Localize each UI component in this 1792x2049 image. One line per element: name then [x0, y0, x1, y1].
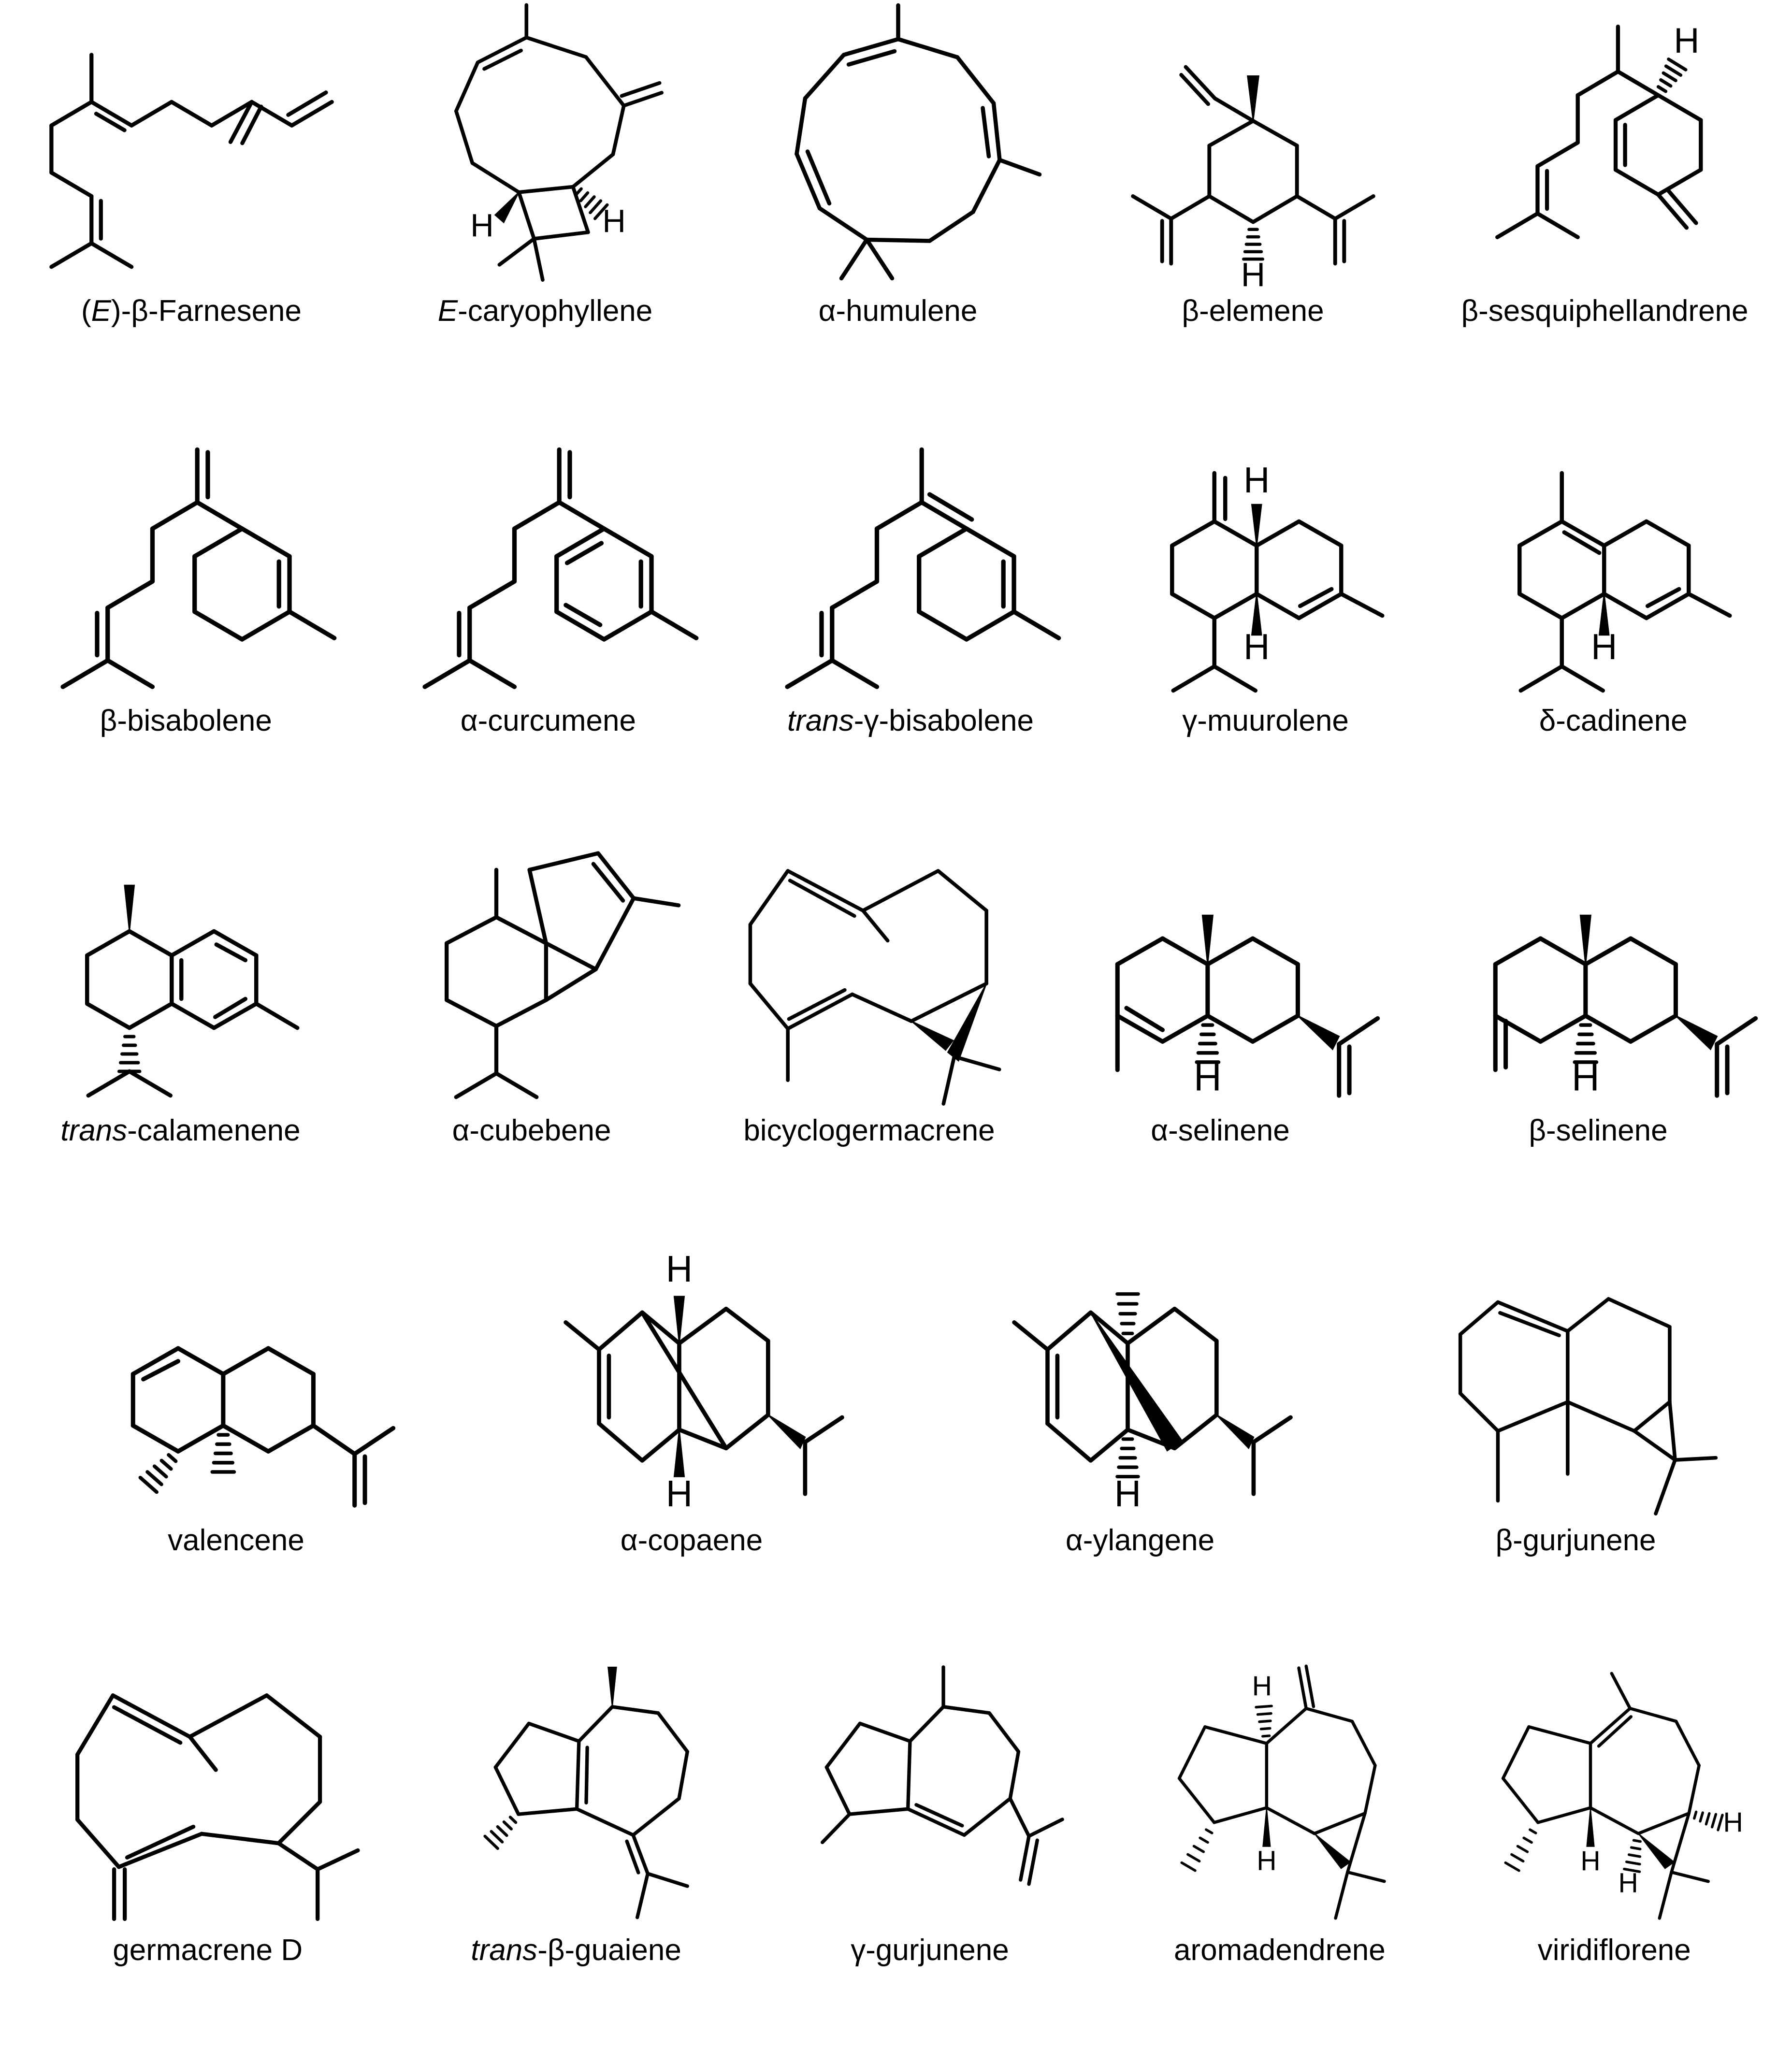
molecule-label: β-selinene: [1529, 1114, 1668, 1147]
atom-label-H: H: [1241, 255, 1265, 293]
molecule-e-beta-farnesene: [40, 3, 344, 328]
molecule-beta-selinene: [1431, 822, 1766, 1148]
stereo-hash-bond: [504, 1822, 511, 1829]
molecule-label: trans-γ-bisabolene: [787, 704, 1034, 737]
stereo-hash-bond: [1512, 1854, 1523, 1861]
stereo-hash-bond: [1666, 66, 1680, 75]
molecule-germacrene-d: [48, 1642, 367, 1967]
atom-label-H: H: [1723, 1807, 1743, 1838]
structure-drawing-alpha-cubebene: [378, 822, 686, 1112]
molecule-alpha-selinene: [1053, 822, 1388, 1148]
stereo-hash-bond: [1182, 1862, 1195, 1870]
structure-row-1: [0, 0, 1792, 410]
stereo-hash-bond: [491, 1832, 502, 1842]
atom-label-H: H: [1243, 460, 1270, 500]
stereo-hash-bond: [1256, 1706, 1272, 1707]
structure-row-2: [0, 410, 1792, 820]
molecule-delta-cadinene: [1459, 413, 1767, 738]
structure-drawing-aromadendrene: [1161, 1642, 1398, 1932]
structure-drawing-viridiflorene: [1485, 1642, 1744, 1932]
atom-label-H: H: [1591, 626, 1618, 667]
atom-label-H: H: [1571, 1055, 1600, 1099]
atom-label-H: H: [1243, 626, 1270, 667]
molecule-aromadendrene: [1161, 1642, 1398, 1967]
molecule-label: β-sesquiphellandrene: [1461, 294, 1749, 328]
stereo-hash-bond: [1194, 1846, 1204, 1852]
structure-row-5: [0, 1639, 1792, 2049]
stereo-hash-bond: [1206, 1830, 1212, 1833]
molecule-viridiflorene: [1485, 1642, 1744, 1967]
stereo-wedge-bond: [1202, 915, 1213, 964]
atom-label-H: H: [1257, 1846, 1277, 1877]
atom-label-H: H: [1580, 1846, 1601, 1877]
stereo-hash-bond: [497, 1827, 506, 1835]
molecule-label: β-elemene: [1182, 294, 1324, 328]
stereo-hash-bond: [1700, 1813, 1703, 1821]
stereo-wedge-bond: [1587, 1808, 1594, 1847]
stereo-hash-bond: [1718, 1815, 1722, 1830]
molecule-trans-calamenene: [27, 822, 335, 1148]
atom-label-H: H: [1252, 1671, 1272, 1702]
molecule-valencene: [69, 1232, 404, 1558]
structure-drawing-valencene: [69, 1232, 404, 1522]
stereo-wedge-bond: [1580, 915, 1590, 964]
molecule-label: viridiflorene: [1537, 1934, 1691, 1967]
stereo-hash-bond: [1629, 1855, 1640, 1857]
stereo-hash-bond: [1261, 1728, 1271, 1729]
stereo-hash-bond: [1188, 1854, 1199, 1861]
stereo-hash-bond: [1530, 1830, 1535, 1833]
stereo-hash-bond: [1259, 1721, 1271, 1722]
atom-label-H: H: [665, 1249, 693, 1290]
molecule-label: α-ylangene: [1065, 1524, 1215, 1557]
structure-drawing-trans-calamenene: [27, 822, 335, 1112]
molecule-label: bicyclogermacrene: [743, 1114, 995, 1147]
stereo-hash-bond: [161, 1460, 171, 1469]
stereo-hash-bond: [1626, 1862, 1639, 1864]
structure-drawing-e-caryophyllene: [413, 3, 678, 293]
molecule-label: γ-muurolene: [1182, 704, 1349, 737]
molecule-label: α-selinene: [1151, 1114, 1290, 1147]
structure-drawing-alpha-ylangene: [980, 1232, 1301, 1522]
molecule-alpha-curcumene: [387, 413, 709, 738]
stereo-wedge-bond: [1252, 505, 1261, 546]
stereo-hash-bond: [1694, 1812, 1696, 1818]
molecule-gamma-muurolene: [1112, 413, 1420, 738]
atom-label-H: H: [1193, 1055, 1222, 1099]
molecule-label: germacrene D: [113, 1934, 303, 1967]
stereo-hash-bond: [485, 1836, 497, 1848]
stereo-wedge-bond: [674, 1430, 684, 1477]
stereo-hash-bond: [1505, 1863, 1519, 1871]
stereo-hash-bond: [1258, 1714, 1272, 1715]
molecule-label: α-curcumene: [460, 704, 636, 737]
stereo-hash-bond: [590, 201, 601, 213]
molecule-label: aromadendrene: [1173, 1934, 1386, 1967]
molecule-label: α-cubebene: [452, 1114, 611, 1147]
stereo-wedge-bond: [495, 192, 519, 223]
structure-drawing-beta-selinene: [1431, 822, 1766, 1112]
structure-drawing-beta-bisabolene: [25, 413, 347, 703]
stereo-hash-bond: [580, 193, 588, 201]
stereo-wedge-bond: [768, 1415, 805, 1448]
stereo-wedge-bond: [1638, 1833, 1674, 1868]
molecule-label: trans-calamenene: [60, 1114, 301, 1147]
molecule-trans-beta-guaiene: [454, 1642, 699, 1967]
molecule-label: E-caryophyllene: [437, 294, 653, 328]
structure-drawing-germacrene-d: [48, 1642, 367, 1932]
stereo-wedge-bond: [1676, 1016, 1717, 1049]
molecule-label: trans-β-guaiene: [471, 1934, 681, 1967]
molecule-alpha-cubebene: [378, 822, 686, 1148]
molecule-label: α-humulene: [818, 294, 978, 328]
atom-label-H: H: [470, 207, 494, 244]
atom-label-H: H: [1618, 1868, 1638, 1899]
stereo-hash-bond: [1517, 1846, 1527, 1852]
molecule-label: (E)-β-Farnesene: [81, 294, 302, 328]
molecule-label: γ-gurjunene: [851, 1934, 1009, 1967]
stereo-hash-bond: [155, 1466, 166, 1477]
stereo-hash-bond: [510, 1817, 516, 1822]
structure-drawing-trans-gamma-bisabolene: [749, 413, 1072, 703]
structure-drawing-gamma-gurjunene: [785, 1642, 1075, 1932]
stereo-hash-bond: [1631, 1847, 1640, 1849]
stereo-hash-bond: [1663, 73, 1675, 81]
structure-drawing-delta-cadinene: [1459, 413, 1767, 703]
structure-row-3: [0, 820, 1792, 1229]
stereo-hash-bond: [1200, 1838, 1208, 1842]
atom-label-H: H: [602, 203, 626, 240]
stereo-wedge-bond: [1315, 1833, 1350, 1868]
stereo-hash-bond: [1712, 1814, 1716, 1827]
molecule-e-caryophyllene: [413, 3, 678, 328]
stereo-hash-bond: [1633, 1840, 1640, 1841]
stereo-wedge-bond: [911, 1021, 953, 1050]
atom-label-H: H: [1673, 20, 1699, 60]
stereo-wedge-bond: [608, 1667, 616, 1707]
atom-label-H: H: [1114, 1473, 1142, 1515]
stereo-wedge-bond: [1247, 76, 1258, 121]
stereo-hash-bond: [576, 189, 581, 195]
stereo-wedge-bond: [674, 1297, 684, 1343]
stereo-hash-bond: [1661, 80, 1670, 86]
molecule-label: β-gurjunene: [1495, 1524, 1656, 1557]
stereo-wedge-bond: [1091, 1313, 1182, 1451]
structure-drawing-e-beta-farnesene: [40, 3, 344, 293]
structure-drawing-alpha-humulene: [747, 3, 1049, 293]
structure-drawing-trans-beta-guaiene: [454, 1642, 699, 1932]
molecule-label: δ-cadinene: [1539, 704, 1688, 737]
stereo-hash-bond: [1706, 1814, 1709, 1824]
molecule-beta-gurjunene: [1428, 1232, 1723, 1558]
molecule-label: β-bisabolene: [100, 704, 272, 737]
structure-drawing-beta-sesquiphellandrene: [1457, 3, 1753, 293]
molecule-bicyclogermacrene: [729, 822, 1010, 1148]
structure-drawing-beta-gurjunene: [1428, 1232, 1723, 1522]
atom-label-H: H: [665, 1473, 693, 1515]
structure-drawing-bicyclogermacrene: [729, 822, 1010, 1112]
molecule-alpha-ylangene: [980, 1232, 1301, 1558]
structure-drawing-alpha-curcumene: [387, 413, 709, 703]
molecule-gamma-gurjunene: [785, 1642, 1075, 1967]
stereo-wedge-bond: [1216, 1415, 1254, 1448]
stereo-hash-bond: [169, 1455, 176, 1461]
stereo-wedge-bond: [1298, 1016, 1339, 1049]
molecule-beta-bisabolene: [25, 413, 347, 738]
stereo-wedge-bond: [1263, 1808, 1271, 1847]
stereo-hash-bond: [1658, 87, 1665, 91]
molecule-label: valencene: [168, 1524, 304, 1557]
stereo-hash-bond: [1524, 1838, 1532, 1842]
structure-drawing-alpha-copaene: [531, 1232, 852, 1522]
stereo-hash-bond: [147, 1472, 161, 1485]
molecule-beta-sesquiphellandrene: [1457, 3, 1753, 328]
structure-drawing-alpha-selinene: [1053, 822, 1388, 1112]
stereo-hash-bond: [585, 197, 594, 206]
molecule-alpha-copaene: [531, 1232, 852, 1558]
molecule-beta-elemene: [1118, 3, 1388, 328]
molecule-alpha-humulene: [747, 3, 1049, 328]
structure-drawing-beta-elemene: [1118, 3, 1388, 293]
molecule-trans-gamma-bisabolene: [749, 413, 1072, 738]
structure-drawing-gamma-muurolene: [1112, 413, 1420, 703]
stereo-wedge-bond: [124, 885, 134, 931]
structure-row-4: [0, 1229, 1792, 1639]
molecule-label: α-copaene: [620, 1524, 763, 1557]
